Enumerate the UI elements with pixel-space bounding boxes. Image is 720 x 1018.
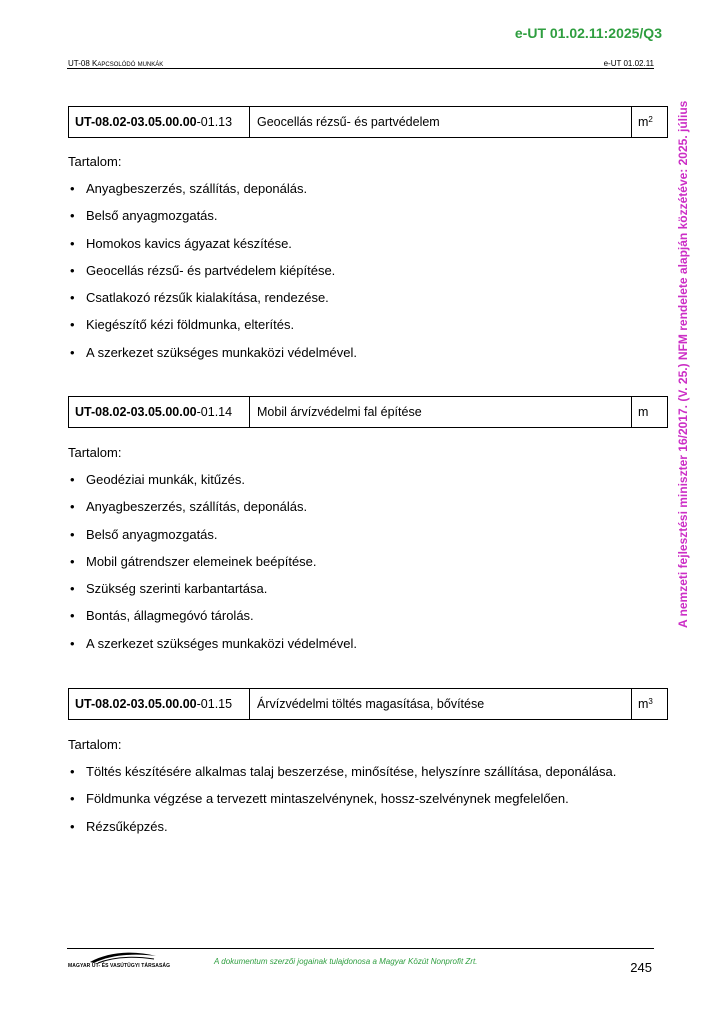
- list-item: • Töltés készítésére alkalmas talaj beszerzése, minősítése, helyszínre szállítása, deponálása.: [68, 764, 616, 791]
- tartalom-label: Tartalom:: [68, 737, 122, 752]
- side-publication-note: A nemzeti fejlesztési miniszter 16/2017. (V. 25.) NFM rendelete alapján közzétéve: 2025. július: [676, 100, 690, 628]
- list-item: • Homokos kavics ágyazat készítése.: [68, 236, 357, 263]
- logo-text: MAGYAR ÚT- ÉS VASÚTÜGYI TÁRSASÁG: [68, 963, 171, 969]
- footer-rule: [67, 948, 654, 949]
- tartalom-label: Tartalom:: [68, 445, 122, 460]
- list-item: • Szükség szerinti karbantartása.: [68, 581, 357, 608]
- item-code-main: UT-08.02-03.05.00.00: [75, 405, 197, 419]
- item-table-0115: [68, 688, 668, 720]
- list-item: • A szerkezet szükséges munkaközi védelmével.: [68, 636, 357, 663]
- tartalom-label: Tartalom:: [68, 154, 122, 169]
- copyright-note: A dokumentum szerzői jogainak tulajdonosa a Magyar Közút Nonprofit Zrt.: [214, 957, 478, 966]
- header-title: Kapcsolódó munkák: [92, 59, 164, 68]
- list-item: • Mobil gátrendszer elemeinek beépítése.: [68, 554, 357, 581]
- list-item: • Belső anyagmozgatás.: [68, 208, 357, 235]
- item-code: [69, 107, 250, 137]
- item-unit: m: [638, 405, 649, 419]
- item-code-suffix: -01.13: [196, 115, 233, 129]
- item-table-0113: [68, 106, 668, 138]
- content-list: [68, 764, 616, 846]
- header-rule: [67, 68, 654, 69]
- item-code-main: UT-08.02-03.05.00.00: [75, 697, 197, 711]
- item-title: Geocellás rézsű- és partvédelem: [250, 107, 632, 137]
- item-code-main: UT-08.02-03.05.00.00: [75, 115, 197, 129]
- list-item: • Anyagbeszerzés, szállítás, deponálás.: [68, 181, 357, 208]
- list-item: • Bontás, állagmegóvó tárolás.: [68, 608, 357, 635]
- list-item: • Geodéziai munkák, kitűzés.: [68, 472, 357, 499]
- item-title: Árvízvédelmi töltés magasítása, bővítése: [250, 689, 632, 719]
- list-item: • Földmunka végzése a tervezett mintaszelvénynek, hossz-szelvénynek megfelelően.: [68, 791, 616, 818]
- header-doc-ref: e-UT 01.02.11: [603, 59, 654, 68]
- list-item: • A szerkezet szükséges munkaközi védelmével.: [68, 345, 357, 372]
- item-code-suffix: -01.14: [196, 405, 233, 419]
- item-code: [69, 397, 250, 427]
- content-list: [68, 181, 357, 372]
- list-item: • Anyagbeszerzés, szállítás, deponálás.: [68, 499, 357, 526]
- header-section-title: [68, 59, 163, 68]
- list-item: • Csatlakozó rézsűk kialakítása, rendezése.: [68, 290, 357, 317]
- item-code-suffix: -01.15: [196, 697, 233, 711]
- list-item: • Geocellás rézsű- és partvédelem kiépítése.: [68, 263, 357, 290]
- list-item: • Kiegészítő kézi földmunka, elterítés.: [68, 317, 357, 344]
- item-unit: m $^2$: [638, 114, 653, 129]
- item-code: [69, 689, 250, 719]
- page-number: 245: [630, 960, 652, 975]
- list-item: • Belső anyagmozgatás.: [68, 527, 357, 554]
- item-unit: m $^3$: [638, 696, 653, 711]
- item-table-0114: [68, 396, 668, 428]
- publisher-logo: [68, 950, 178, 976]
- header-prefix: UT-08: [68, 59, 93, 68]
- doc-id: e-UT 01.02.11:2025/Q3: [514, 25, 662, 41]
- road-swoosh-icon: [88, 950, 158, 964]
- content-list: [68, 472, 357, 663]
- item-title: Mobil árvízvédelmi fal építése: [250, 397, 632, 427]
- list-item: • Rézsűképzés.: [68, 819, 616, 846]
